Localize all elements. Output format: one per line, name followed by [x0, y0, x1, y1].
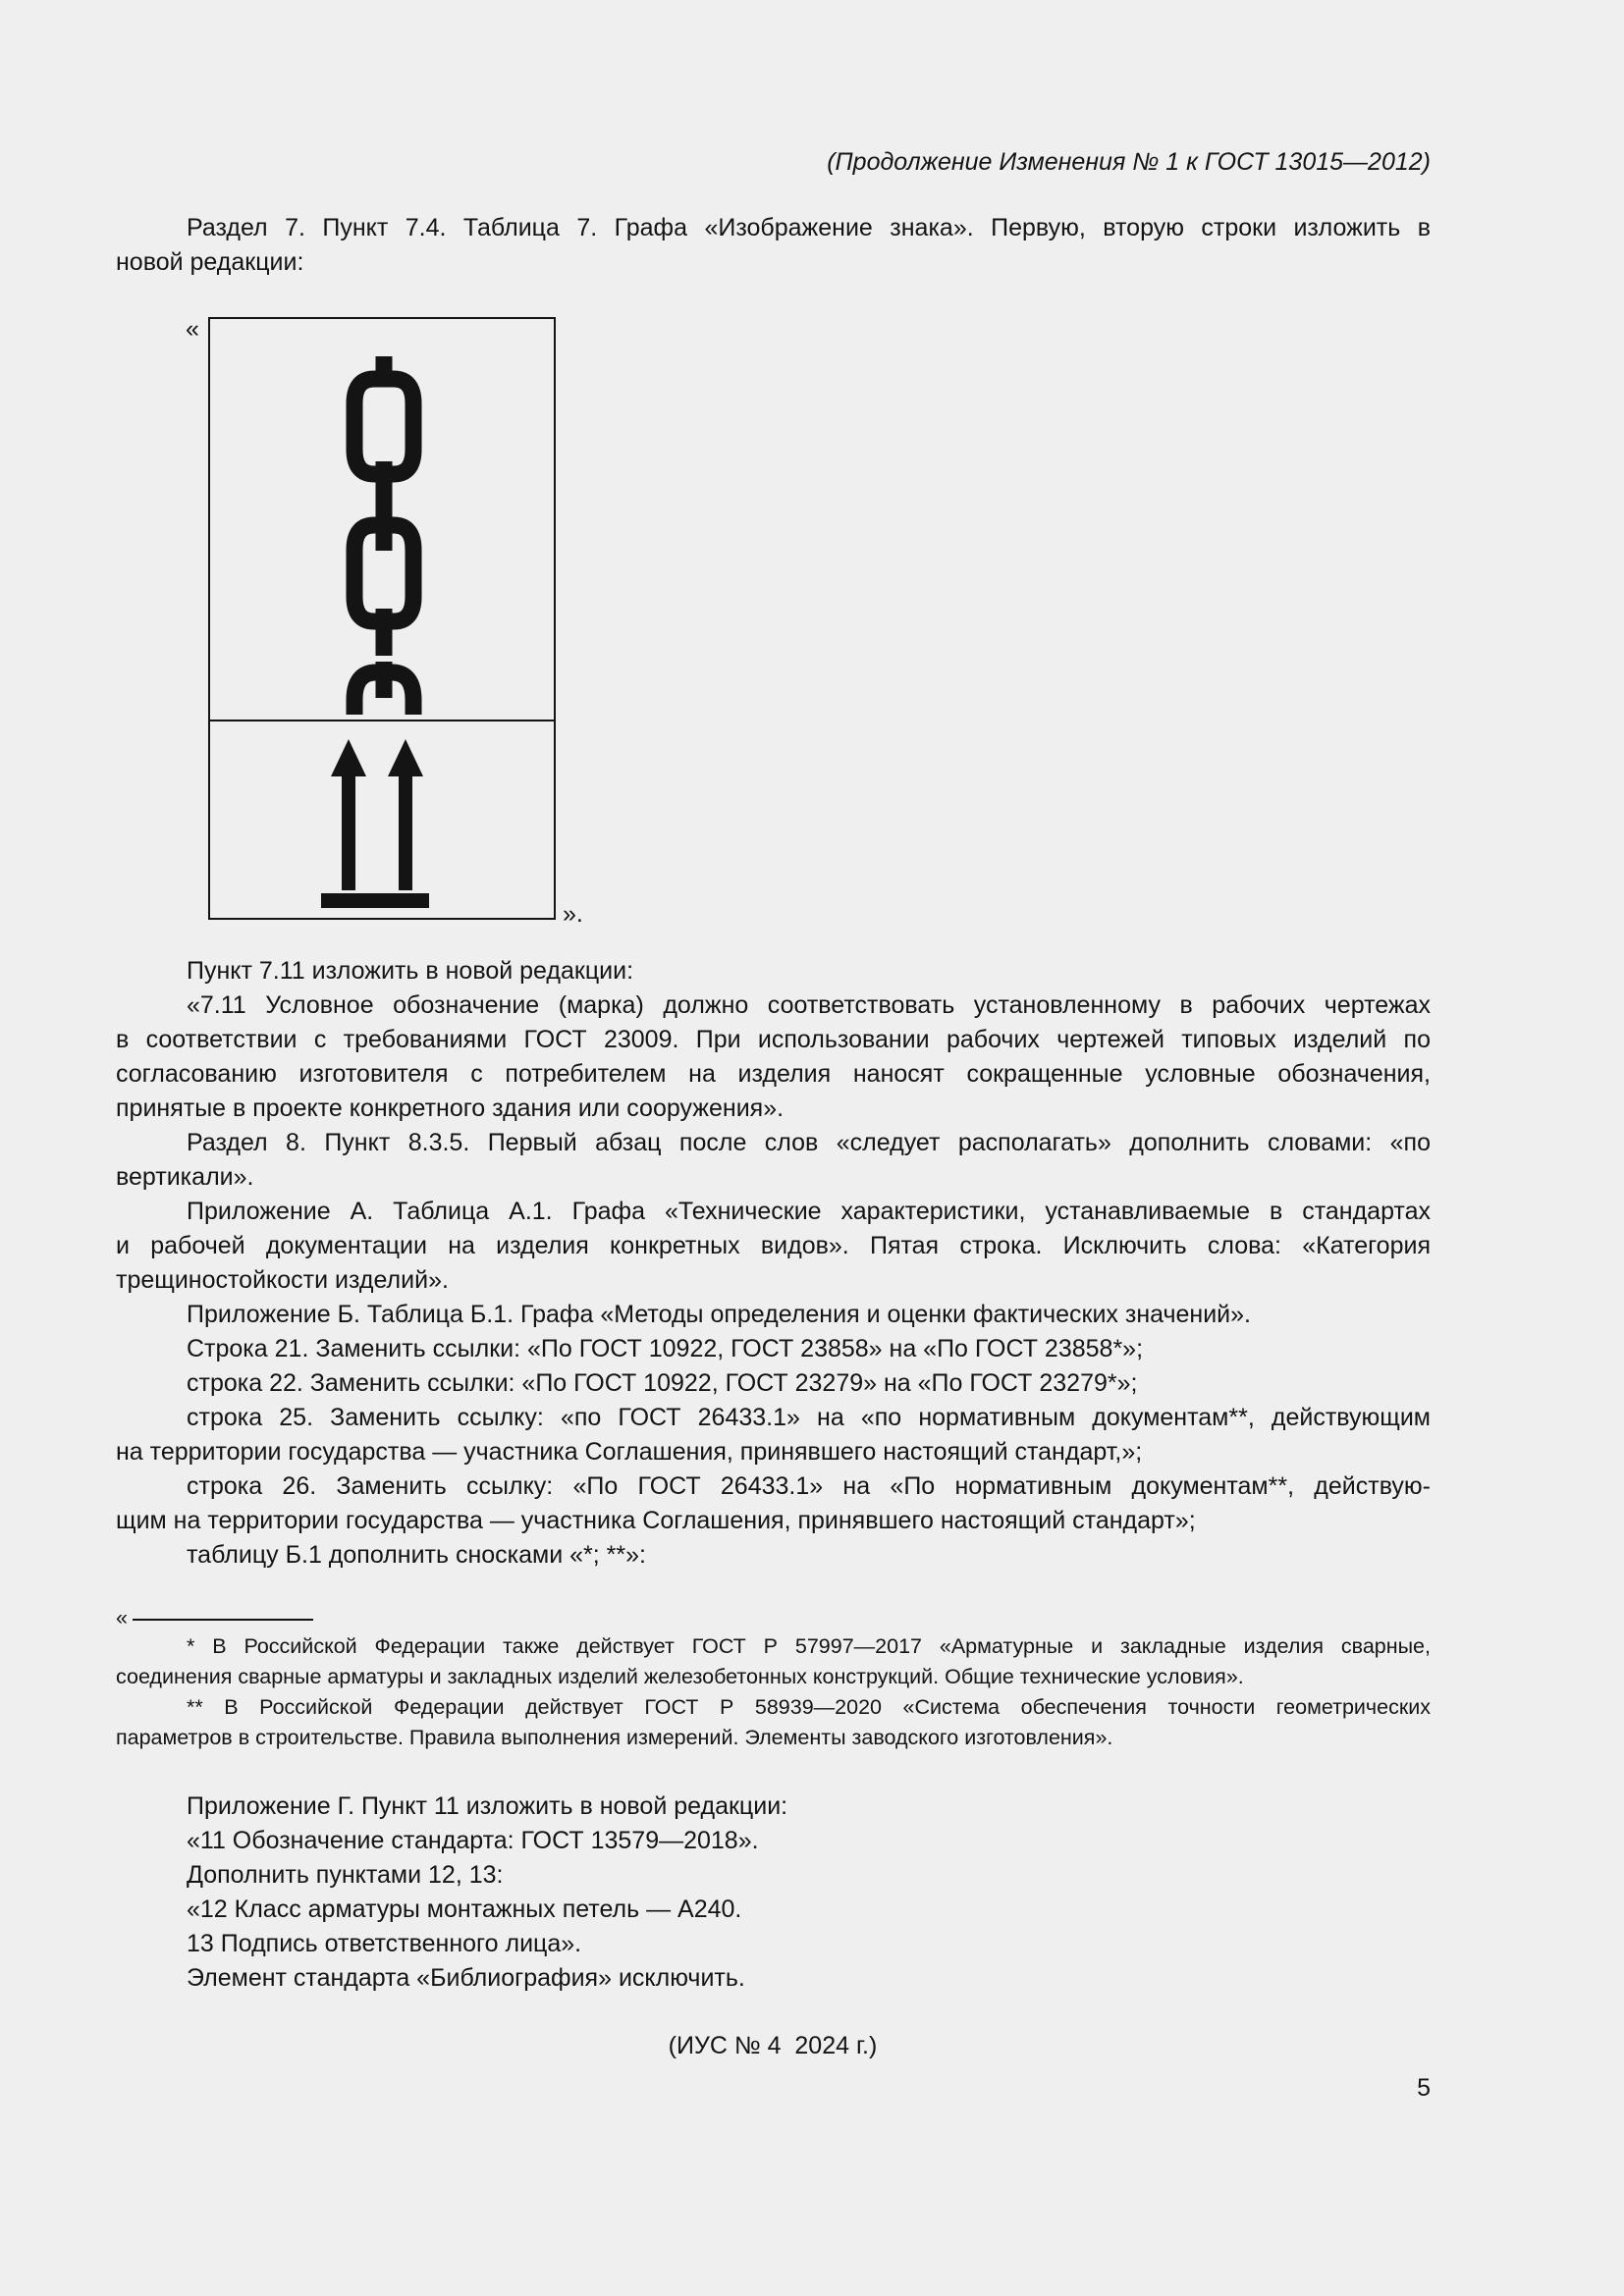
p711-line3: согласованию изготовителя с потребителем на изделия наносят сокращенные условные обозначения,: [116, 1060, 1431, 1088]
p711-line4: принятые в проекте конкретного здания или сооружения».: [116, 1095, 785, 1122]
appendixG-line4: «12 Класс арматуры монтажных петель — А240.: [187, 1896, 742, 1923]
appendixG-line2: «11 Обозначение стандарта: ГОСТ 13579—2018».: [187, 1827, 759, 1854]
chain-icon: [325, 327, 443, 715]
closing-quote: ».: [563, 900, 583, 928]
p711-line2: в соответствии с требованиями ГОСТ 23009. При использовании рабочих чертежей типовых изделий по: [116, 1026, 1431, 1053]
this-way-up-arrows-icon: [321, 729, 449, 911]
section8-line2: вертикали».: [116, 1163, 254, 1191]
continuation-header: (Продолжение Изменения № 1 к ГОСТ 13015—2012): [827, 148, 1431, 176]
row25-line1: строка 25. Заменить ссылку: «по ГОСТ 26433.1» на «по нормативным документам**, действующим: [187, 1404, 1431, 1431]
row26-line2: щим на территории государства — участника Соглашения, принявшего настоящий стандарт»;: [116, 1507, 1196, 1534]
appendixG-line1: Приложение Г. Пункт 11 изложить в новой редакции:: [187, 1792, 788, 1820]
opening-quote: «: [186, 315, 199, 343]
section7-paragraph-line1: Раздел 7. Пункт 7.4. Таблица 7. Графа «Изображение знака». Первую, вторую строки изложить в: [187, 214, 1431, 241]
footnote-opening-quote: «: [116, 1606, 128, 1629]
footnote2-line1: ** В Российской Федерации действует ГОСТ Р 58939—2020 «Система обеспечения точности геометрических: [187, 1695, 1431, 1719]
section8-line1: Раздел 8. Пункт 8.3.5. Первый абзац после слов «следует располагать» дополнить словами: «по: [187, 1129, 1431, 1156]
appendixA-line2: и рабочей документации на изделия конкретных видов». Пятая строка. Исключить слова: «Категория: [116, 1232, 1431, 1259]
ius-reference: (ИУС № 4 2024 г.): [668, 2032, 878, 2059]
appendixG-line5: 13 Подпись ответственного лица».: [187, 1930, 582, 1957]
row22-change: строка 22. Заменить ссылки: «По ГОСТ 10922, ГОСТ 23279» на «По ГОСТ 23279*»;: [187, 1369, 1138, 1397]
page-number: 5: [1417, 2074, 1431, 2102]
footnote1-line1: * В Российской Федерации также действует ГОСТ Р 57997—2017 «Арматурные и закладные изделия сварные,: [187, 1634, 1431, 1658]
appendixA-line1: Приложение А. Таблица А.1. Графа «Технические характеристики, устанавливаемые в стандартах: [187, 1198, 1431, 1225]
appendixG-line6: Элемент стандарта «Библиография» исключить.: [187, 1964, 745, 1992]
footnote1-line2: соединения сварные арматуры и закладных изделий железобетонных конструкций. Общие технические условия».: [116, 1665, 1244, 1688]
section7-paragraph-line2: новой редакции:: [116, 248, 304, 276]
footnote2-line2: параметров в строительстве. Правила выполнения измерений. Элементы заводского изготовления».: [116, 1726, 1113, 1749]
appendixA-line3: трещиностойкости изделий».: [116, 1266, 449, 1294]
row25-line2: на территории государства — участника Соглашения, принявшего настоящий стандарт,»;: [116, 1438, 1143, 1466]
row26-line1: строка 26. Заменить ссылку: «По ГОСТ 26433.1» на «По нормативным документам**, действую-: [187, 1472, 1431, 1500]
p711-line1: «7.11 Условное обозначение (марка) должно соответствовать установленному в рабочих чертежах: [187, 991, 1431, 1019]
sign-table-row-divider: [210, 720, 554, 721]
appendixB-intro: Приложение Б. Таблица Б.1. Графа «Методы определения и оценки фактических значений».: [187, 1301, 1251, 1328]
sign-table: [208, 317, 556, 920]
row21-change: Строка 21. Заменить ссылки: «По ГОСТ 10922, ГОСТ 23858» на «По ГОСТ 23858*»;: [187, 1335, 1144, 1362]
appendixG-line3: Дополнить пунктами 12, 13:: [187, 1861, 504, 1889]
table-b1-footnotes-instruction: таблицу Б.1 дополнить сносками «*; **»:: [187, 1541, 646, 1569]
footnote-rule: [133, 1619, 313, 1621]
p711-intro: Пункт 7.11 изложить в новой редакции:: [187, 957, 634, 985]
